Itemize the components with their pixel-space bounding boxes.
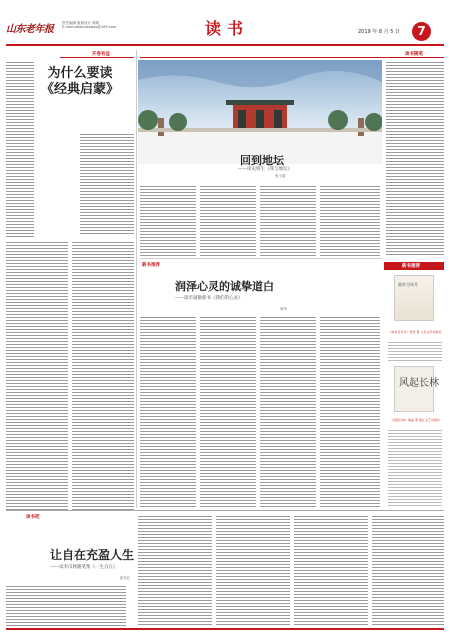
bottom-article-headline: 让自在充盈人生	[50, 548, 135, 562]
center-mid-text-block	[320, 315, 380, 508]
tag-center-mid: 新书推荐	[142, 263, 160, 268]
bottom-article-subheadline: ——读李汉秋随笔集《一生自在》	[50, 565, 118, 570]
book-2-text-block	[388, 428, 442, 506]
contact-line-2: E-mail:sdlaonianbao@163.com	[62, 25, 117, 29]
bottom-article-text-block	[6, 584, 126, 626]
center-top-text-block	[260, 184, 316, 256]
page-number-badge: 7	[412, 22, 431, 41]
tag-right: 新书推荐	[402, 264, 420, 269]
book-cover-1-title: 故乡当年月	[398, 282, 418, 287]
bottom-article-author: 崔东汇	[120, 576, 131, 580]
center-mid-text-block	[140, 315, 196, 508]
book-cover-2	[394, 366, 434, 412]
bottom-section-rule	[6, 510, 444, 511]
book-1-description: 《故乡当年月》吴然 著 人民文学出版社	[388, 330, 442, 334]
tag-left-top: 开卷有益	[92, 52, 110, 57]
book-cover-2-title: 风起长林	[399, 378, 439, 389]
center-mid-subheadline: ——读毕淑敏新书《我们的心灵》	[175, 296, 243, 301]
left-article-text-block	[72, 240, 134, 510]
section-divider	[140, 258, 382, 259]
center-mid-text-block	[260, 315, 316, 508]
center-mid-text-block	[200, 315, 256, 508]
footer-rule	[6, 628, 444, 630]
left-article-text-block	[80, 132, 134, 236]
book-1-text-block	[388, 340, 442, 362]
issue-date: 2019 年 8 月 5 日	[358, 29, 401, 35]
center-top-text-block	[140, 184, 196, 256]
tag-bottom-left: 读书吧	[26, 515, 40, 520]
left-article-headline: 为什么要读《经典启蒙》	[40, 66, 119, 97]
bottom-article-text-block	[216, 514, 290, 626]
center-top-subheadline: ——读史铁生《我与地坛》	[238, 167, 292, 172]
tag-center-top-bar	[140, 57, 444, 58]
temple-photo	[138, 60, 382, 164]
center-mid-author: 周华	[280, 307, 287, 311]
left-article-text-block	[6, 240, 68, 510]
masthead-contact	[62, 21, 182, 33]
center-top-text-block	[200, 184, 256, 256]
masthead-logo: 山东老年报	[6, 24, 54, 35]
right-top-text-block	[386, 60, 444, 256]
header-rule	[6, 44, 444, 46]
bottom-article-text-block	[294, 514, 368, 626]
center-top-author: 张小霞	[275, 174, 286, 178]
column-divider	[136, 50, 137, 508]
contact-line-1: 责任编辑 版面设计 邮箱	[62, 21, 100, 25]
book-2-description: 《风起长林》海宴 著 浙江文艺出版社	[390, 418, 440, 422]
tag-left-top-bar	[60, 57, 134, 58]
tag-center-top: 读书随笔	[405, 52, 423, 57]
bottom-article-text-block	[138, 514, 212, 626]
left-article-text-block	[6, 60, 34, 238]
center-mid-headline: 润泽心灵的诚挚道白	[175, 280, 274, 293]
section-title: 读书	[205, 19, 250, 38]
center-top-headline: 回到地坛	[240, 154, 284, 167]
center-top-text-block	[320, 184, 380, 256]
bottom-article-text-block	[372, 514, 444, 626]
